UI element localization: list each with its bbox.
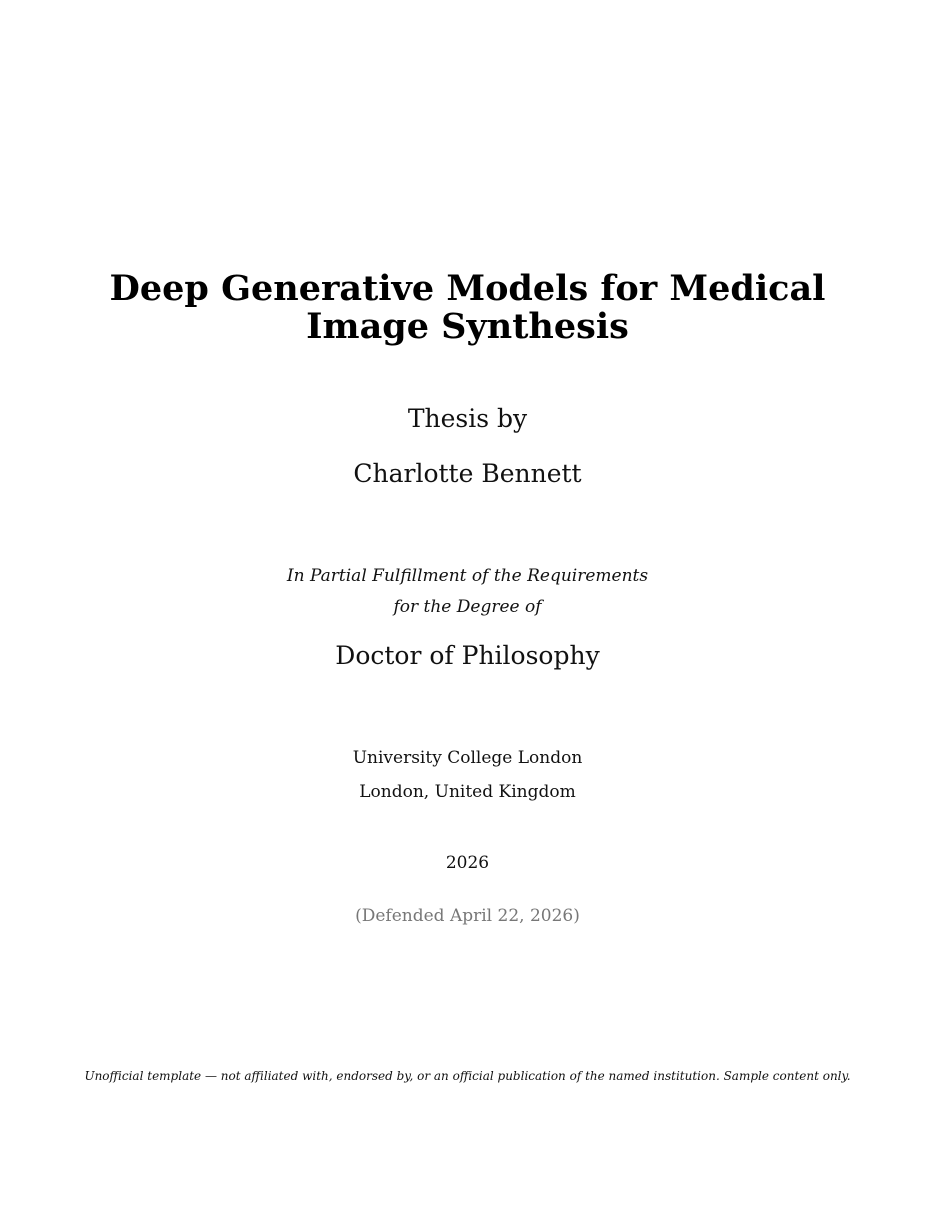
institution-name: University College London [352, 748, 583, 768]
fulfillment-statement: In Partial Fulfillment of the Requirements [286, 566, 649, 586]
thesis-year: 2026 [445, 853, 490, 873]
degree-name: Doctor of Philosophy [335, 641, 600, 670]
author-name: Charlotte Bennett [353, 459, 582, 488]
thesis-title-line-2: Image Synthesis [306, 306, 629, 347]
thesis-by-label: Thesis by [407, 404, 528, 433]
thesis-title-line-1: Deep Generative Models for Medical [109, 268, 826, 309]
defense-date: (Defended April 22, 2026) [355, 906, 580, 926]
disclaimer-note: Unofficial template — not affiliated with, endorsed by, or an official publication of the named institution. Sample content only. [84, 1069, 851, 1083]
degree-of-label: for the Degree of [393, 597, 542, 617]
institution-location: London, United Kingdom [359, 782, 576, 802]
thesis-title [0, 270, 935, 346]
